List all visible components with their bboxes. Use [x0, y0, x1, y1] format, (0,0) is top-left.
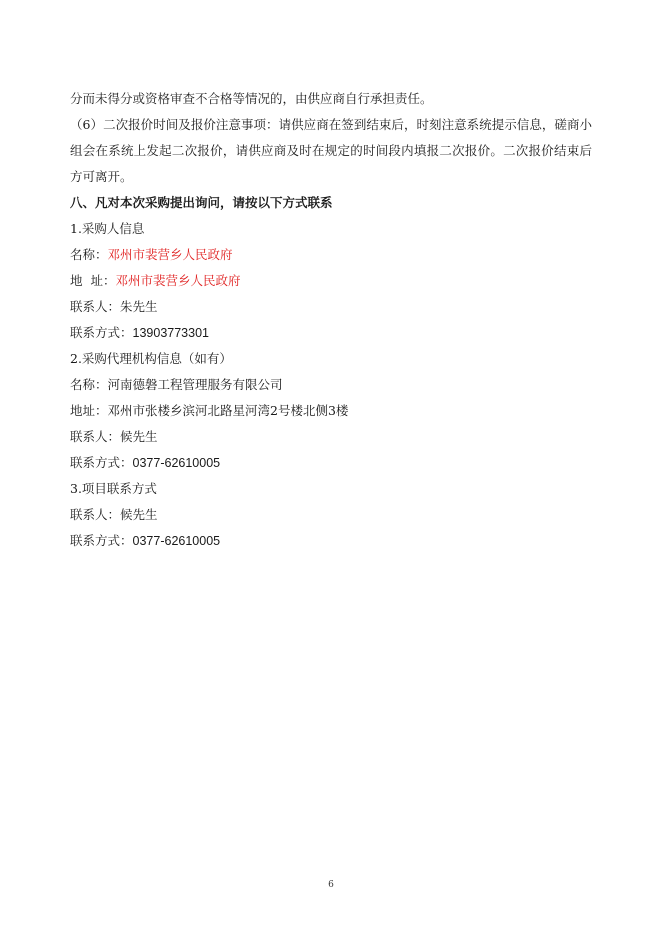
agency-address-row: [70, 398, 592, 424]
agency-contact-value: 候先生: [120, 429, 158, 444]
project-title: 3.项目联系方式: [70, 481, 157, 496]
purchaser-contact-label: 联系人：: [70, 299, 121, 314]
purchaser-phone-value: 13903773301: [132, 326, 209, 340]
agency-contact-row: [70, 424, 592, 450]
purchaser-contact-row: [70, 294, 592, 320]
purchaser-address-label: 地 址：: [70, 273, 116, 288]
agency-phone-row: [70, 450, 592, 476]
purchaser-contact-value: 朱先生: [120, 299, 158, 314]
purchaser-name-row: [70, 242, 592, 268]
section-8-heading: 八、凡对本次采购提出询问，请按以下方式联系: [70, 195, 333, 210]
agency-phone-label: 联系方式：: [70, 455, 133, 470]
purchaser-name-label: 名称：: [70, 247, 108, 262]
item-6-paragraph: （6）二次报价时间及报价注意事项：请供应商在签到结束后，时刻注意系统提示信息，磋商小组会在系统上发起二次报价，请供应商及时在规定的时间段内填报二次报价。二次报价结束后方可离开。: [70, 117, 592, 184]
project-phone-row: [70, 528, 592, 554]
project-contact-value: 候先生: [120, 507, 158, 522]
agency-phone-value: 0377-62610005: [132, 456, 221, 470]
agency-contact-label: 联系人：: [70, 429, 121, 444]
agency-address-value: 邓州市张楼乡滨河北路星河湾2号楼北侧3楼: [107, 403, 349, 418]
project-phone-label: 联系方式：: [70, 533, 133, 548]
purchaser-phone-label: 联系方式：: [70, 325, 133, 340]
agency-name-value: 河南德磐工程管理服务有限公司: [107, 377, 283, 392]
continuation-text: 分而未得分或资格审查不合格等情况的，由供应商自行承担责任。: [70, 91, 433, 106]
purchaser-title: 1.采购人信息: [70, 221, 145, 236]
agency-name-row: [70, 372, 592, 398]
project-phone-value: 0377-62610005: [132, 534, 221, 548]
project-contact-row: [70, 502, 592, 528]
purchaser-phone-row: [70, 320, 592, 346]
agency-address-label: 地址：: [70, 403, 108, 418]
page-number: 6: [328, 880, 334, 890]
purchaser-address-value: 邓州市裴营乡人民政府: [115, 273, 241, 288]
document-body: [70, 86, 592, 554]
agency-name-label: 名称：: [70, 377, 108, 392]
purchaser-address-row: [70, 268, 592, 294]
project-contact-label: 联系人：: [70, 507, 121, 522]
agency-title: 2.采购代理机构信息（如有）: [70, 351, 232, 366]
purchaser-name-value: 邓州市裴营乡人民政府: [107, 247, 233, 262]
